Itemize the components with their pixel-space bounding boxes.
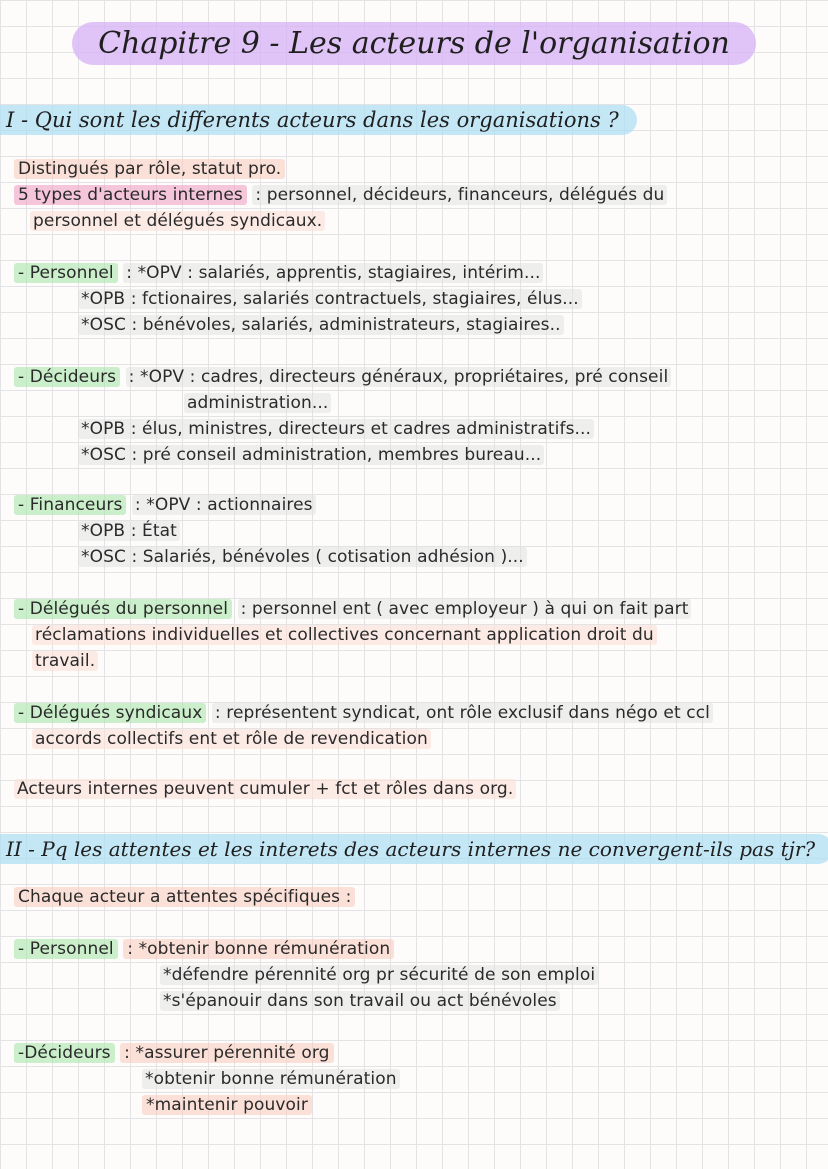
expectations-decideurs-item-3: *maintenir pouvoir xyxy=(142,1095,312,1115)
expectations-decideurs-item-1: : *assurer pérennité org xyxy=(120,1043,333,1063)
expectations-decideurs-row xyxy=(14,1042,334,1064)
delegues-personnel-line-1: : personnel ent ( avec employeur ) à qui on fait part xyxy=(238,599,692,619)
delegues-personnel-row-3 xyxy=(32,650,98,672)
intro-line-2 xyxy=(14,184,667,206)
expectations-personnel-item-3: *s'épanouir dans son travail ou act bénévoles xyxy=(160,991,560,1011)
personnel-row xyxy=(14,262,543,284)
section-2-intro-row xyxy=(14,886,355,908)
delegues-syndicaux-line-2: accords collectifs ent et rôle de revendication xyxy=(32,729,431,749)
expectations-personnel-item-2: *défendre pérennité org pr sécurité de son emploi xyxy=(160,965,598,985)
internal-actors-list: : personnel, décideurs, financeurs, délégués du xyxy=(252,185,667,205)
delegues-personnel-line-3: travail. xyxy=(32,651,98,671)
delegues-syndicaux-row xyxy=(14,702,713,724)
delegues-personnel-row-2 xyxy=(32,624,657,646)
decideurs-label: - Décideurs xyxy=(14,367,120,387)
intro-line-3-text: personnel et délégués syndicaux. xyxy=(30,211,325,231)
financeurs-opb-row xyxy=(78,520,180,542)
decideurs-opb: *OPB : élus, ministres, directeurs et cadres administratifs... xyxy=(78,419,594,439)
expectations-personnel-label: - Personnel xyxy=(14,939,118,959)
expectations-personnel-row-3 xyxy=(160,990,560,1012)
conclusion-text: Acteurs internes peuvent cumuler + fct et rôles dans org. xyxy=(14,779,516,799)
decideurs-opb-row xyxy=(78,418,594,440)
conclusion-row xyxy=(14,778,516,800)
personnel-label: - Personnel xyxy=(14,263,118,283)
delegues-syndicaux-row-2 xyxy=(32,728,431,750)
personnel-opb-row xyxy=(78,288,582,310)
financeurs-osc: *OSC : Salariés, bénévoles ( cotisation adhésion )... xyxy=(78,547,527,567)
decideurs-osc-row xyxy=(78,444,544,466)
expectations-personnel-row xyxy=(14,938,394,960)
financeurs-osc-row xyxy=(78,546,527,568)
delegues-personnel-line-2: réclamations individuelles et collectives concernant application droit du xyxy=(32,625,657,645)
personnel-opb: *OPB : fctionaires, salariés contractuels, stagiaires, élus... xyxy=(78,289,582,309)
financeurs-opv: : *OPV : actionnaires xyxy=(132,495,316,515)
expectations-personnel-item-1: : *obtenir bonne rémunération xyxy=(123,939,394,959)
section-2-heading: II - Pq les attentes et les interets des acteurs internes ne convergent-ils pas tjr? xyxy=(0,834,828,864)
intro-line-1-text: Distingués par rôle, statut pro. xyxy=(14,159,285,179)
section-2-intro: Chaque acteur a attentes spécifiques : xyxy=(14,887,355,907)
decideurs-opv: : *OPV : cadres, directeurs généraux, propriétaires, pré conseil xyxy=(126,367,672,387)
expectations-personnel-row-2 xyxy=(160,964,598,986)
intro-line-1 xyxy=(14,158,285,180)
internal-actors-types: 5 types d'acteurs internes xyxy=(14,185,247,205)
financeurs-row xyxy=(14,494,316,516)
title-container xyxy=(0,22,828,65)
delegues-syndicaux-line-1: : représentent syndicat, ont rôle exclusif dans négo et ccl xyxy=(212,703,713,723)
intro-line-3 xyxy=(30,210,325,232)
expectations-decideurs-row-2 xyxy=(142,1068,400,1090)
personnel-osc: *OSC : bénévoles, salariés, administrateurs, stagiaires.. xyxy=(78,315,564,335)
delegues-personnel-label: - Délégués du personnel xyxy=(14,599,232,619)
financeurs-label: - Financeurs xyxy=(14,495,126,515)
financeurs-opb: *OPB : État xyxy=(78,521,180,541)
decideurs-opv-cont-row xyxy=(184,392,331,414)
personnel-opv: : *OPV : salariés, apprentis, stagiaires, intérim... xyxy=(123,263,543,283)
expectations-decideurs-item-2: *obtenir bonne rémunération xyxy=(142,1069,400,1089)
delegues-personnel-row xyxy=(14,598,691,620)
delegues-syndicaux-label: - Délégués syndicaux xyxy=(14,703,206,723)
personnel-osc-row xyxy=(78,314,564,336)
chapter-title: Chapitre 9 - Les acteurs de l'organisation xyxy=(72,22,756,65)
decideurs-row xyxy=(14,366,671,388)
section-1-heading: I - Qui sont les differents acteurs dans les organisations ? xyxy=(0,105,637,135)
decideurs-opv-cont: administration... xyxy=(184,393,331,413)
expectations-decideurs-row-3 xyxy=(142,1094,312,1116)
decideurs-osc: *OSC : pré conseil administration, membres bureau... xyxy=(78,445,544,465)
expectations-decideurs-label: -Décideurs xyxy=(14,1043,115,1063)
